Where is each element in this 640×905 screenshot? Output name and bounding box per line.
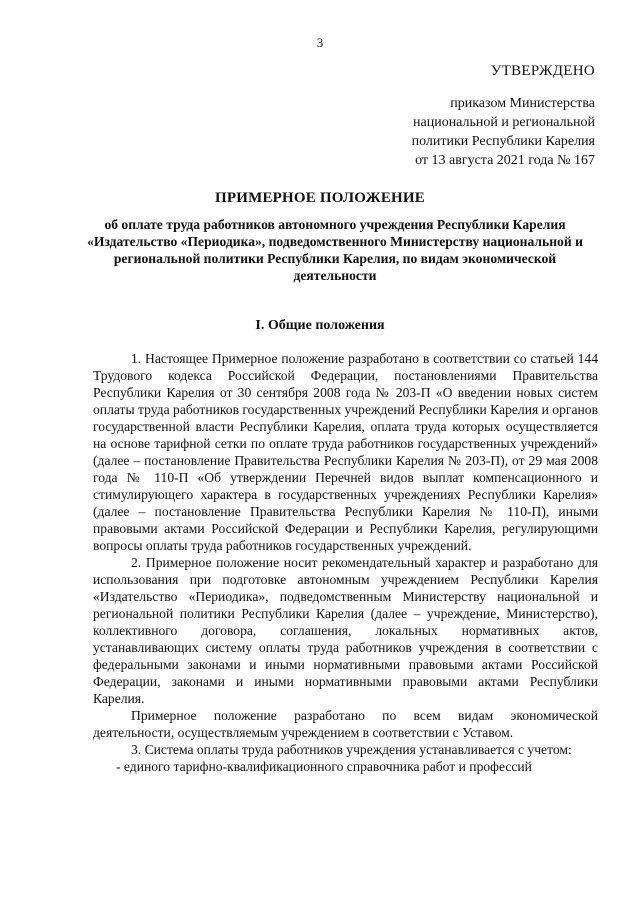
approval-line: от 13 августа 2021 года № 167 — [415, 153, 595, 168]
approval-block — [365, 62, 595, 170]
approval-heading: УТВЕРЖДЕНО — [490, 63, 595, 79]
paragraph: - единого тарифно-квалификационного справочника работ и профессий — [116, 759, 532, 774]
section-heading: I. Общие положения — [255, 318, 385, 333]
document-subtitle: об оплате труда работников автономного учреждения Республики Карелия «Издательство «Периодика», подведомственного Министерству национальной и региональной политики Республики Карелия, по видам экономической деятельности — [87, 217, 583, 283]
paragraph: 1. Настоящее Примерное положение разработано в соответствии со статьей 144 Трудового кодекса Российской Федерации, постановлениями Правительства Республики Карелия от 30 сентября 2008 года № 203-П «О введении новых систем оплаты труда работников государственных учреждений Республики Карелия и органов государственной власти Республики Карелия, оплата труда которых осуществляется на основе тарифной сетки по оплате труда работников государственных учреждений» (далее – постановление Правительства Республики Карелия № 203-П), от 29 мая 2008 года № 110-П «Об утверждении Перечней видов выплат компенсационного и стимулирующего характера в государственных учреждениях Республики Карелия» (далее – постановление Правительства Республики Карелия № 110-П), иными правовыми актами Российской Федерации и Республики Карелия, регулирующими вопросы оплаты труда работников государственных учреждений. — [93, 351, 598, 553]
approval-line: политики Республики Карелия — [411, 134, 595, 149]
document-body — [93, 350, 598, 775]
approval-line: национальной и региональной — [413, 115, 595, 130]
document-title: ПРИМЕРНОЕ ПОЛОЖЕНИЕ — [215, 190, 425, 206]
paragraph: 2. Примерное положение носит рекомендательный характер и разработано для использования при подготовке автономным учреждением Республики Карелия «Издательство «Периодика», подведомственным Министерству национальной и региональной политики Республики Карелия (далее – учреждение, Министерство), коллективного договора, соглашения, локальных нормативных актов, устанавливающих систему оплаты труда работников учреждения в соответствии с федеральными законами и иными нормативными правовыми актами Российской Федерации, законами и иными нормативными правовыми актами Республики Карелия. — [93, 555, 598, 706]
paragraph: 3. Система оплаты труда работников учреждения устанавливается с учетом: — [131, 742, 572, 757]
paragraph: Примерное положение разработано по всем видам экономической деятельности, осуществляемым учреждением в соответствии с Уставом. — [93, 708, 598, 740]
approval-line: приказом Министерства — [450, 96, 595, 111]
page-number: 3 — [316, 35, 324, 50]
